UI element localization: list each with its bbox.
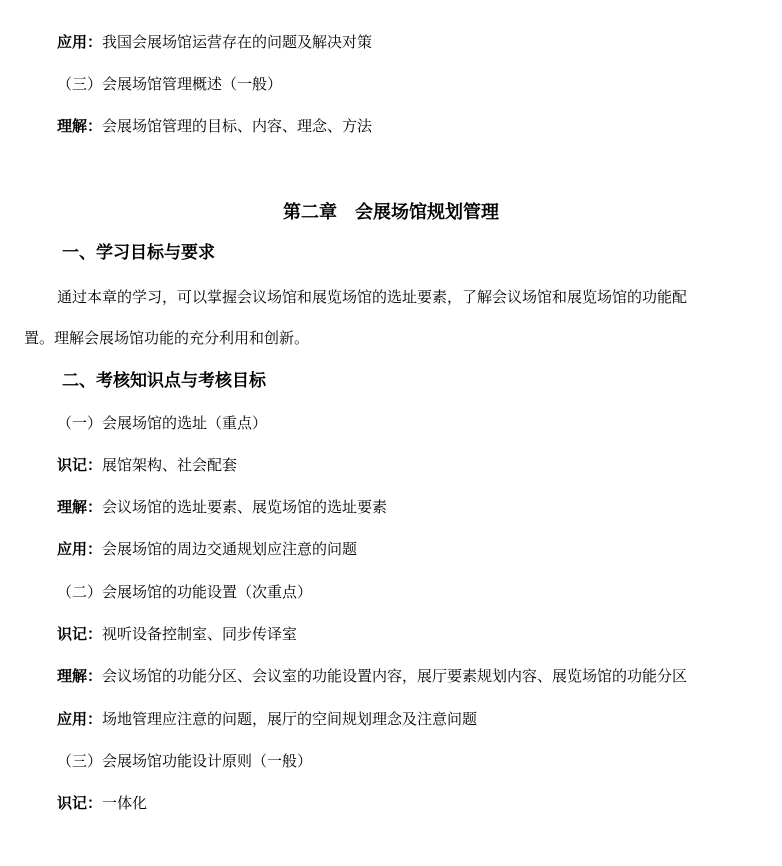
- list-item: [57, 455, 237, 475]
- section2-heading: 二、考核知识点与考核目标: [62, 371, 266, 391]
- apply-text: 我国会展场馆运营存在的问题及解决对策: [102, 33, 373, 51]
- list-item: [57, 624, 297, 644]
- item-text: 视听设备控制室、同步传译室: [102, 625, 298, 643]
- list-item: [57, 539, 357, 559]
- list-item: [57, 793, 147, 813]
- item-label: 应用：: [57, 540, 103, 558]
- section1-paragraph-line1: 通过本章的学习，可以掌握会议场馆和展览场馆的选址要素，了解会议场馆和展览场馆的功能配: [57, 288, 688, 306]
- item-text: （二）会展场馆的功能设置（次重点）: [57, 583, 313, 601]
- understand-label: 理解：: [57, 117, 103, 135]
- list-item: [57, 666, 687, 686]
- subsection-text: （三）会展场馆管理概述（一般）: [57, 75, 283, 93]
- chapter-title: 第二章 会展场馆规划管理: [283, 202, 499, 223]
- item-text: 会议场馆的功能分区、会议室的功能设置内容，展厅要素规划内容、展览场馆的功能分区: [102, 667, 688, 685]
- item-label: 理解：: [57, 498, 103, 516]
- list-item: [57, 709, 477, 729]
- intro-understand-line: [57, 116, 372, 136]
- item-text: （一）会展场馆的选址（重点）: [57, 414, 268, 432]
- item-text: 展馆架构、社会配套: [102, 456, 238, 474]
- item-text: 会议场馆的选址要素、展览场馆的选址要素: [102, 498, 388, 516]
- item-label: 理解：: [57, 667, 103, 685]
- item-label: 识记：: [57, 625, 103, 643]
- item-text: （三）会展场馆功能设计原则（一般）: [57, 752, 313, 770]
- section1-paragraph-line2: 置。理解会展场馆功能的充分利用和创新。: [24, 329, 310, 347]
- list-item: [57, 497, 387, 517]
- item-text: 会展场馆的周边交通规划应注意的问题: [102, 540, 358, 558]
- intro-subsection-heading: [57, 74, 282, 94]
- item-label: 识记：: [57, 456, 103, 474]
- item-text: 一体化: [102, 794, 148, 812]
- item-text: 场地管理应注意的问题，展厅的空间规划理念及注意问题: [102, 710, 478, 728]
- item-label: 识记：: [57, 794, 103, 812]
- list-item: [57, 582, 312, 602]
- intro-apply-line: [57, 32, 372, 52]
- section1-heading: 一、学习目标与要求: [62, 243, 215, 263]
- list-item: [57, 751, 312, 771]
- item-label: 应用：: [57, 710, 103, 728]
- apply-label: 应用：: [57, 33, 103, 51]
- understand-text: 会展场馆管理的目标、内容、理念、方法: [102, 117, 373, 135]
- list-item: [57, 413, 267, 433]
